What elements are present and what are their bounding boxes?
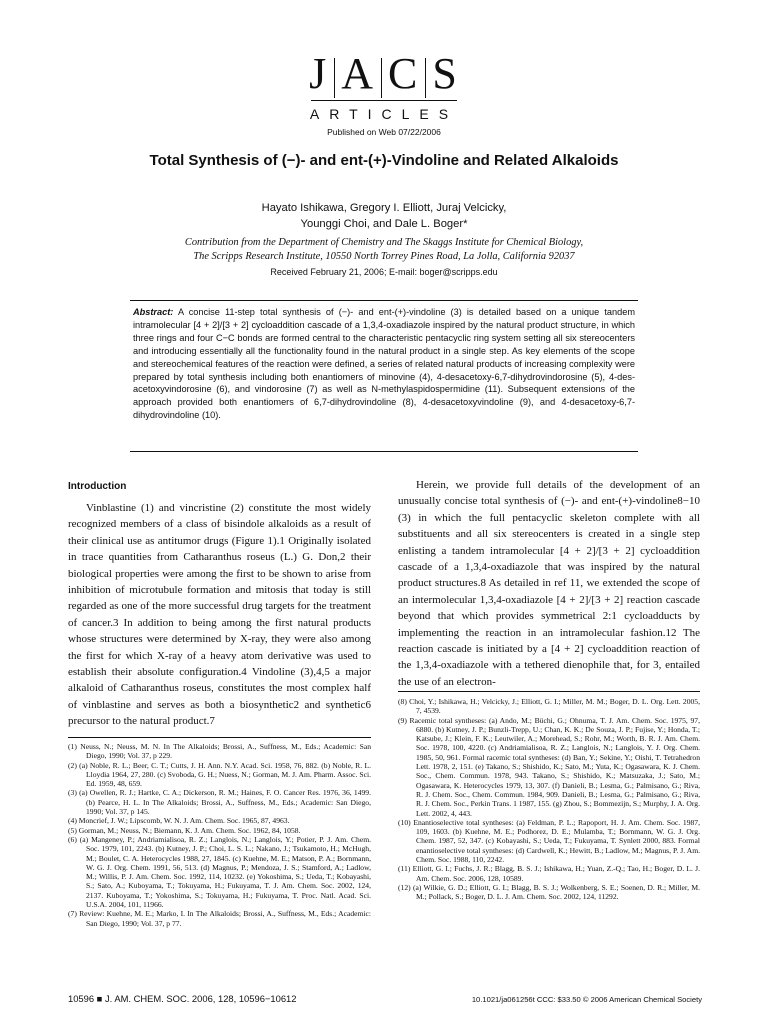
logo-divider bbox=[425, 58, 426, 98]
abstract-label: Abstract: bbox=[133, 307, 174, 317]
affiliation-line: The Scripps Research Institute, 10550 North Torrey Pines Road, La Jolla, California 92037 bbox=[193, 251, 575, 262]
footnote: (10) Enantioselective total syntheses: (a) Feldman, P. L.; Rapoport, H. J. Am. Chem. Soc. 1987, 109, 1603. (b) Kuehne, M. E.; Podhorez, D. E.; Mulamba, T.; Bornmann, W. G. J. Org. Chem. 1987, 52, 347. (c) Kobayashi, S.; Ueda, T.; Fukuyama, T. Synlett 2000, 883. Formal enantioselective total syntheses: (d) Cardwell, K.; Hewitt, B.; Ladlow, M.; Magnus, P. J. Am. Chem. Soc. 1988, 110, 2242. bbox=[398, 817, 700, 865]
abstract-top-rule bbox=[130, 300, 638, 301]
abstract-bottom-rule bbox=[130, 451, 638, 452]
footnote: (3) (a) Owellen, R. J.; Hartke, C. A.; Dickerson, R. M.; Haines, F. O. Cancer Res. 1976, 36, 1499. (b) Pearce, H. L. In The Alkaloids; Brossi, A., Suffness, M., Eds.; Academic: San Diego, 1990; Vol. 37, p 145. bbox=[68, 788, 371, 817]
affiliation-line: Contribution from the Department of Chemistry and The Skaggs Institute for Chemical Biology, bbox=[184, 237, 584, 248]
footnote: (5) Gorman, M.; Neuss, N.; Biemann, K. J. Am. Chem. Soc. 1962, 84, 1058. bbox=[68, 825, 301, 835]
body-paragraph: Herein, we provide full details of the development of an unusually concise total synthesis of (−)- and ent-(+)-vindoline8−10 (3) in which the full pentacyclic skeleton complete with all substituents and all six stereocenters is created in a single step enlisting a tandem intramolecular [4 + 2]/[3 + 2] cycloaddition cascade of a 1,3,4-oxadiazole that was inspired by the natural product structures.8 As detailed in ref 11, we extended the scope of an intermolecular 1,3,4-oxadiazole [4 + 2]/[3 + 2] reaction cascade beyond that which provides symmetrical 2:1 cycloadducts by implementing the reaction in an intramolecular fashion.12 The reaction cascade is initiated by a [4 + 2] cycloaddition reaction of the 1,3,4-oxadiazole with a tethered dienophile that, for 3, entailed the use of an electron- bbox=[398, 479, 700, 688]
page-footer-citation: 10596 ■ J. AM. CHEM. SOC. 2006, 128, 10596−10612 bbox=[68, 993, 297, 1004]
journal-logo bbox=[0, 49, 768, 98]
section-label: ARTICLES bbox=[309, 106, 459, 122]
right-footnotes bbox=[398, 697, 700, 902]
received-line: Received February 21, 2006; E-mail: boger@scripps.edu bbox=[270, 267, 498, 277]
footnote: (7) Review: Kuehne, M. E.; Marko, I. In The Alkaloids; Brossi, A., Suffness, M., Eds.; Academic: San Diego, 1990; Vol. 37, p 77. bbox=[68, 909, 371, 928]
published-date: Published on Web 07/22/2006 bbox=[327, 127, 441, 137]
footnote: (9) Racemic total syntheses: (a) Ando, M.; Büchi, G.; Ohnuma, T. J. Am. Chem. Soc. 1975, 97, 6880. (b) Kutney, J. P.; Bunzli-Trepp, U.; Chan, K. K.; De Souza, J. P.; Fujise, Y.; Honda, T.; Katsube, J.; Klein, F. K.; Leutwiler, A.; Morehead, S.; Rohr, M.; Worth, B. R. J. Am. Chem. Soc. 1978, 100, 4220. (c) Andriamialisoa, R. Z.; Langlois, N.; Langlois, Y. J. Org. Chem. 1985, 50, 961. Formal racemic total syntheses: (d) Ban, Y.; Sekine, Y.; Oishi, T. Tetrahedron Lett. 1978, 2, 151. (e) Takano, S.; Shishido, K.; Sato, M.; Yuta, K.; Ogasawara, K. J. Chem. Soc., Chem. Commun. 1978, 943. Takano, S.; Shishido, K.; Matsuzaka, J.; Sato, M.; Ogasawara, K. Heterocycles 1979, 13, 307. (f) Danieli, B.; Lesma, G.; Palmisano, G.; Riva, R. J. Chem. Soc., Chem. Commun. 1984, 909. Danieli, B.; Lesma, G.; Palmisano, G.; Riva, R. J. Chem. Soc., Perkin Trans. 1 1987, 155. (g) Zhou, S.; Bommezijn, S.; Murphy, J. A. Org. Lett. 2002, 4, 443. bbox=[398, 715, 700, 818]
footnote: (6) (a) Mangeney, P.; Andriamialisoa, R. Z.; Langlois, N.; Langlois, Y.; Potier, P. J. Am. Chem. Soc. 1979, 101, 2243. (b) Kutney, J. P.; Choi, L. S. L.; Nakano, J.; Tsukamoto, H.; McHugh, M.; Boulet, C. A. Heterocycles 1988, 27, 1845. (c) Kuehne, M. E.; Matson, P. A.; Bornmann, W. G. J. Org. Chem. 1991, 56, 513. (d) Magnus, P.; Mendoza, J. S.; Stamford, A.; Ladlow, M.; Willis, P. J. Am. Chem. Soc. 1992, 114, 10232. (e) Yokoshima, S.; Ueda, T.; Kobayashi, S.; Sato, A.; Kuboyama, T.; Tokuyama, H.; Fukuyama, T. J. Am. Chem. Soc. 2002, 124, 2137. Kuboyama, T.; Yokoshima, S.; Tokuyama, H.; Fukuyama, T. Proc. Natl. Acad. Sci. U.S.A. 2004, 101, 11966. bbox=[68, 834, 371, 910]
footnote: (2) (a) Noble, R. L.; Beer, C. T.; Cutts, J. H. Ann. N.Y. Acad. Sci. 1958, 76, 882. (b) Noble, R. L. Lloydia 1964, 27, 280. (c) Svoboda, G. H.; Nuess, N.; Gorman, M. J. Am. Pharm. Assoc. Sci. Ed. 1959, 48, 659. bbox=[68, 760, 371, 789]
logo-divider bbox=[381, 58, 382, 98]
footnote: (4) Moncrief, J. W.; Lipscomb, W. N. J. Am. Chem. Soc. 1965, 87, 4963. bbox=[68, 816, 290, 826]
logo-letter: A bbox=[341, 49, 376, 98]
footnote: (12) (a) Wilkie, G. D.; Elliott, G. I.; Blagg, B. S. J.; Wolkenberg, S. E.; Soenen, D. R.; Miller, M. M.; Pollack, S.; Boger, D. L. J. Am. Chem. Soc. 2002, 124, 11292. bbox=[398, 882, 700, 902]
affiliation bbox=[60, 236, 708, 264]
authors bbox=[120, 200, 648, 232]
logo-letter: C bbox=[388, 49, 420, 98]
footnote-rule bbox=[68, 737, 371, 738]
footnote: (11) Elliott, G. I.; Fuchs, J. R.; Blagg, B. S. J.; Ishikawa, H.; Yuan, Z.-Q.; Tao, H.; Boger, D. L. J. Am. Chem. Soc. 2006, 128, 10589. bbox=[398, 864, 700, 883]
authors-line: Younggi Choi, and Dale L. Boger* bbox=[300, 218, 468, 230]
article-title: Total Synthesis of (−)- and ent-(+)-Vindoline and Related Alkaloids bbox=[149, 152, 619, 169]
right-column-body bbox=[398, 477, 700, 690]
footnote-rule bbox=[398, 691, 700, 692]
footnote: (8) Choi, Y.; Ishikawa, H.; Velcicky, J.; Elliott, G. I.; Miller, M. M.; Boger, D. L. Org. Lett. 2005, 7, 4539. bbox=[398, 697, 700, 716]
authors-line: Hayato Ishikawa, Gregory I. Elliott, Juraj Velcicky, bbox=[261, 202, 507, 214]
page-footer-doi: 10.1021/ja061256t CCC: $33.50 © 2006 American Chemical Society bbox=[471, 995, 702, 1004]
logo-letter: S bbox=[432, 49, 459, 98]
section-heading: Introduction bbox=[68, 481, 127, 492]
footnote: (1) Neuss, N.; Neuss, M. N. In The Alkaloids; Brossi, A., Suffness, M., Eds.; Academic: San Diego, 1990; Vol. 37, p 229. bbox=[68, 742, 371, 761]
left-footnotes bbox=[68, 742, 371, 928]
abstract-text: A concise 11-step total synthesis of (−)- and ent-(+)-vindoline (3) is detailed based on a unique tandem intramolecular [4 + 2]/[3 + 2] cycloaddition cascade of a 1,3,4-oxadiazole inspired by the natural product structure, in which three rings and four C−C bonds are formed central to the characteristic pentacyclic ring system setting all six stereocenters and introducing essentially all the functionality found in the natural product in a single step. As key elements of the scope and stereochemical features of the reaction were defined, a series of related natural products of increasing complexity were prepared by total synthesis including both enantiomers of minovine (4), 4-desacetoxy-6,7-dihydrovindorosine (5), 4-des-acetoxyvindorosine (6), and vindorosine (7) as well as N-methylaspidospermidine (11). Subsequent extensions of the approach provided both enantiomers of 6,7-dihydrovindoline (8), 4-desacetoxyvindoline (9), and 4-desacetoxy-6,7-dihydrovindoline (10). bbox=[133, 307, 635, 421]
logo-rule bbox=[311, 100, 457, 101]
logo-letter: J bbox=[309, 49, 329, 98]
left-column-body bbox=[68, 500, 371, 730]
logo-divider bbox=[334, 58, 335, 98]
abstract bbox=[133, 306, 635, 422]
body-paragraph: Vinblastine (1) and vincristine (2) constitute the most widely recognized members of a class of bisindole alkaloids as a result of their clinical use as antitumor drugs (Figure 1).1 Originally isolated in trace quantities from Catharanthus roseus (L.) G. Don,2 their biological properties were among the first to be shown to arise from inhibition of microtubule formation and mitosis that today is still regarded as one of the more successful drug targets for the treatment of cancer.3 In addition to being among the first natural products whose structures were determined by X-ray, they were also among the first for which X-ray of a heavy atom derivative was used to establish their absolute configuration.4 Vindoline (3),4,5 a major alkaloid of Catharanthus roseus, constitutes the most complex half of vinblastine and serves as both a biosynthetic2 and synthetic6 precursor to the natural product.7 bbox=[68, 502, 371, 728]
